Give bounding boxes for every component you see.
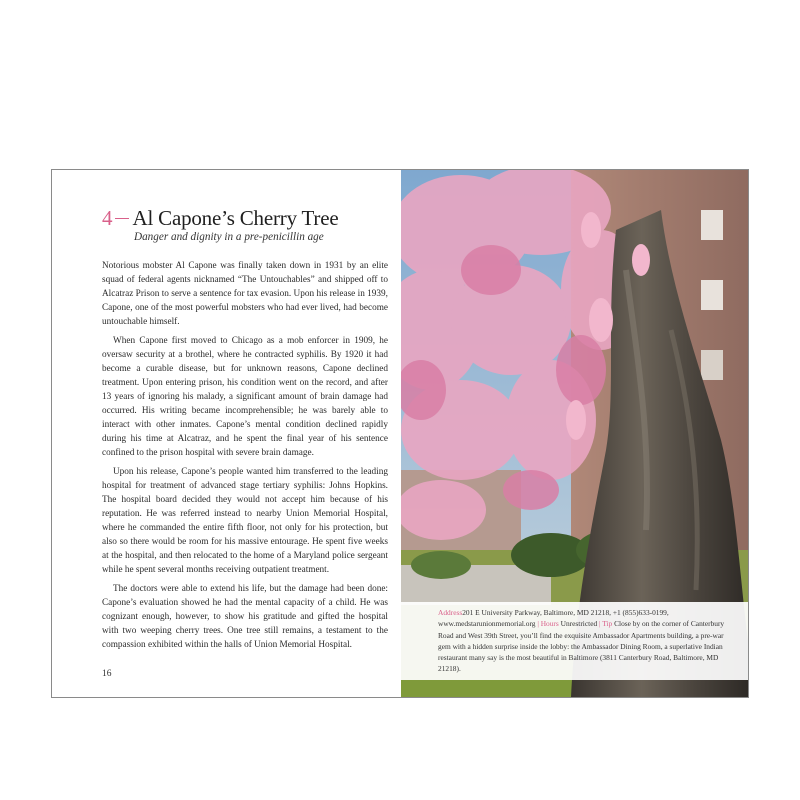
page-number: 16 [102, 669, 112, 679]
chapter-title: Al Capone’s Cherry Tree [132, 206, 339, 230]
book-spread [51, 169, 749, 698]
photo-caption [401, 602, 748, 680]
paragraph: Notorious mobster Al Capone was finally taken down in 1931 by an elite squad of federal agents nicknamed “The Untouchables” and shipped off to Alcatraz Prison to serve a sentence for tax evasion. Upon his release in 1939, Capone, one of the most powerful mobsters who had ever lived, had become untouchable himself. [102, 261, 388, 328]
chapter-number: 4 [102, 206, 113, 230]
left-page [52, 170, 401, 697]
tip-value: Close by on the corner of Canterbury Road and West 39th Street, you’ll find the exquisite Ambassador Apartments building, a pre-war gem with a hidden surprise inside the lobby: the Ambassador Dining Room, a superlative Indian restaurant many say is the most beautiful in Baltimore (3811 Canterbury Road, Baltimore, MD 21218). [438, 619, 725, 674]
paragraph: The doctors were able to extend his life, but the damage had been done: Capone’s evaluation showed he had the mental capacity of a child. He was cognizant enough, however, to show his gratitude and gifted the hospital with two weeping cherry trees. One tree still remains, a testament to the compassion exhibited within the halls of Union Memorial Hospital. [102, 583, 388, 650]
hours-label: Hours [540, 619, 559, 629]
address-value: 201 E University Parkway, Baltimore, MD 21218, +1 (855)633-0199, www.medstarunionmemorial.org [438, 608, 669, 629]
body-text [102, 259, 388, 656]
hours-value: Unrestricted [560, 619, 598, 629]
tip-label: Tip [602, 619, 613, 629]
chapter-heading [102, 206, 402, 231]
address-label: Address [438, 608, 463, 617]
chapter-subtitle: Danger and dignity in a pre-penicillin age [134, 231, 324, 243]
paragraph: Upon his release, Capone’s people wanted him transferred to the leading hospital for treatment of advanced stage tertiary syphilis: Johns Hopkins. The hospital board decided they would not accept him because of his reputation. He was referred instead to nearby Union Memorial Hospital, where he commanded the entire fifth floor, not only for his protection, but also so there would be room for his massive entourage. He spent five weeks at the hospital, and then relocated to the home of a Maryland police sergeant while he spent several months receiving outpatient treatment. [102, 466, 388, 576]
separator: | [599, 619, 601, 629]
paragraph: When Capone first moved to Chicago as a mob enforcer in 1909, he oversaw security at a brothel, where he contracted syphilis. By 1920 it had become a curable disease, but for unknown reasons, Capone declined treatment. Upon entering prison, his condition went on the record, and after 13 years of ignoring his malady, a significant amount of brain damage had occurred. His writing became incomprehensible; he was barely able to interact with other inmates. Capone’s mental condition declined rapidly during his time at Alcatraz, and he spent the final year of his sentence confined to the prison hospital with severe brain damage. [102, 335, 388, 459]
heading-rule [115, 218, 129, 219]
separator: | [537, 619, 539, 629]
